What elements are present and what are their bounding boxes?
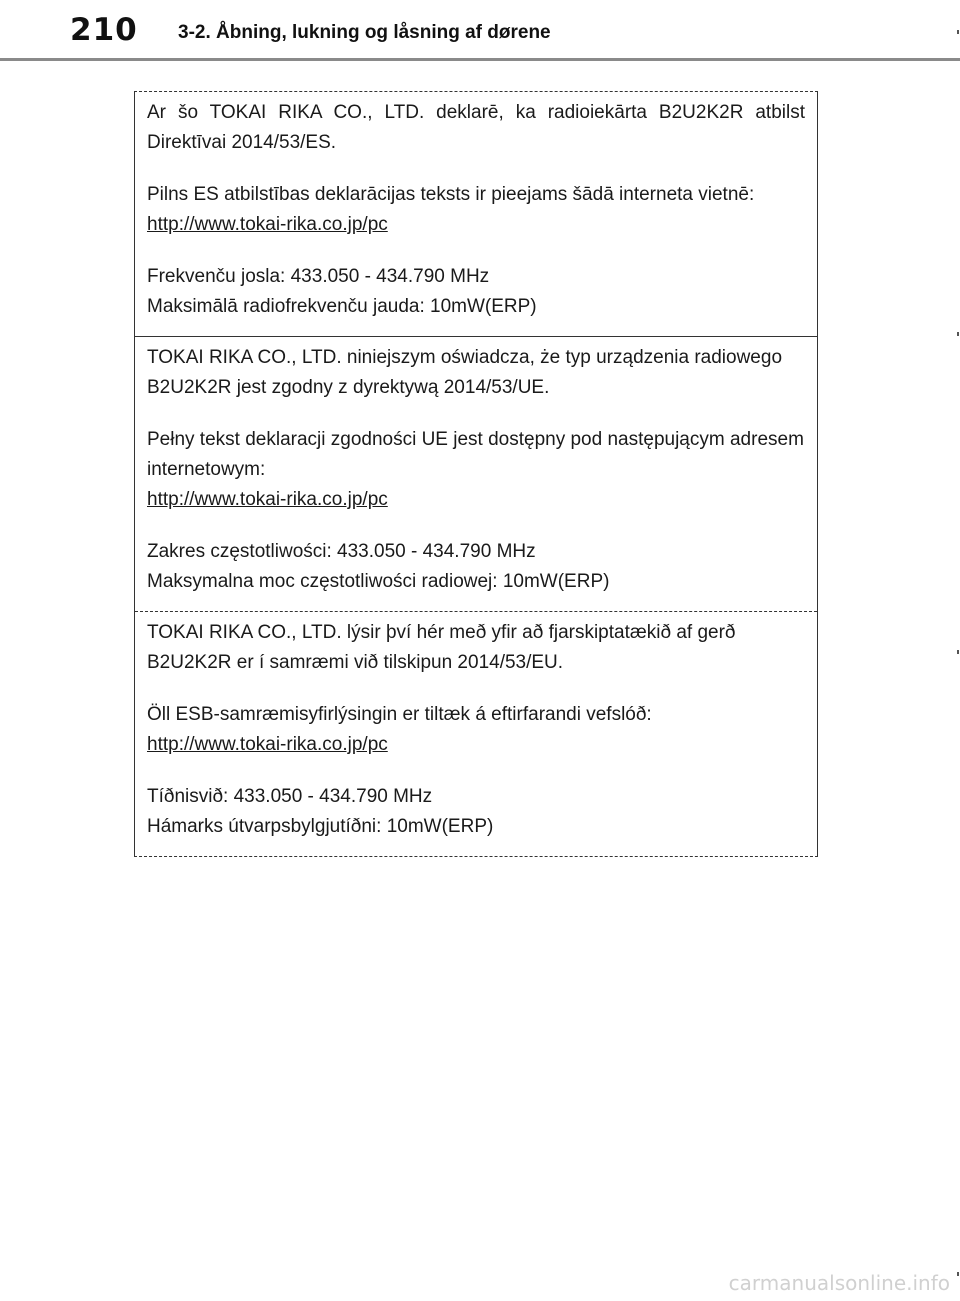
full-text-intro: Pilns ES atbilstības deklarācijas teksts ir pieejams šādā interneta vietnē: [147,184,755,205]
frequency-band: Tíðnisvið: 433.050 - 434.790 MHz [147,786,433,807]
page-header [0,0,960,62]
frequency-band: Zakres częstotliwości: 433.050 - 434.790 MHz [147,541,536,562]
margin-tick [957,332,959,336]
max-power: Maksymalna moc częstotliwości radiowej: 10mW(ERP) [147,571,610,592]
max-power: Hámarks útvarpsbylgjutíðni: 10mW(ERP) [147,816,494,837]
margin-tick [957,30,959,34]
margin-tick [957,1272,959,1276]
declaration-section-polish [135,336,817,611]
declaration-text: TOKAI RIKA CO., LTD. niniejszym oświadcza, że typ urządzenia radiowego B2U2K2R jest zgodny z dyrektywą 2014/53/UE. [147,347,783,398]
frequency-band: Frekvenču josla: 433.050 - 434.790 MHz [147,266,490,287]
declaration-url-link[interactable]: http://www.tokai-rika.co.jp/pc [147,214,388,235]
declaration-section-icelandic [135,611,817,856]
section-title: 3-2. Åbning, lukning og låsning af dørene [178,22,551,43]
declaration-box [134,91,818,857]
declaration-url-link[interactable]: http://www.tokai-rika.co.jp/pc [147,489,388,510]
declaration-text: TOKAI RIKA CO., LTD. lýsir því hér með yfir að fjarskiptatækið af gerð B2U2K2R er í samræmi við tilskipun 2014/53/EU. [147,622,736,673]
full-text-intro: Pełny tekst deklaracji zgodności UE jest dostępny pod następującym adresem internetowym: [147,429,804,480]
declaration-section-latvian [135,92,817,336]
declaration-url-link[interactable]: http://www.tokai-rika.co.jp/pc [147,734,388,755]
page-number: 210 [70,12,138,48]
margin-tick [957,650,959,654]
header-divider [0,58,960,61]
full-text-intro: Öll ESB-samræmisyfirlýsingin er tiltæk á eftirfarandi vefslóð: [147,704,652,725]
site-watermark: carmanualsonline.info [728,1271,950,1295]
max-power: Maksimālā radiofrekvenču jauda: 10mW(ERP) [147,296,537,317]
declaration-text: Ar šo TOKAI RIKA CO., LTD. deklarē, ka radioiekārta B2U2K2R atbilst Direktīvai 2014/53/ES. [147,102,805,153]
